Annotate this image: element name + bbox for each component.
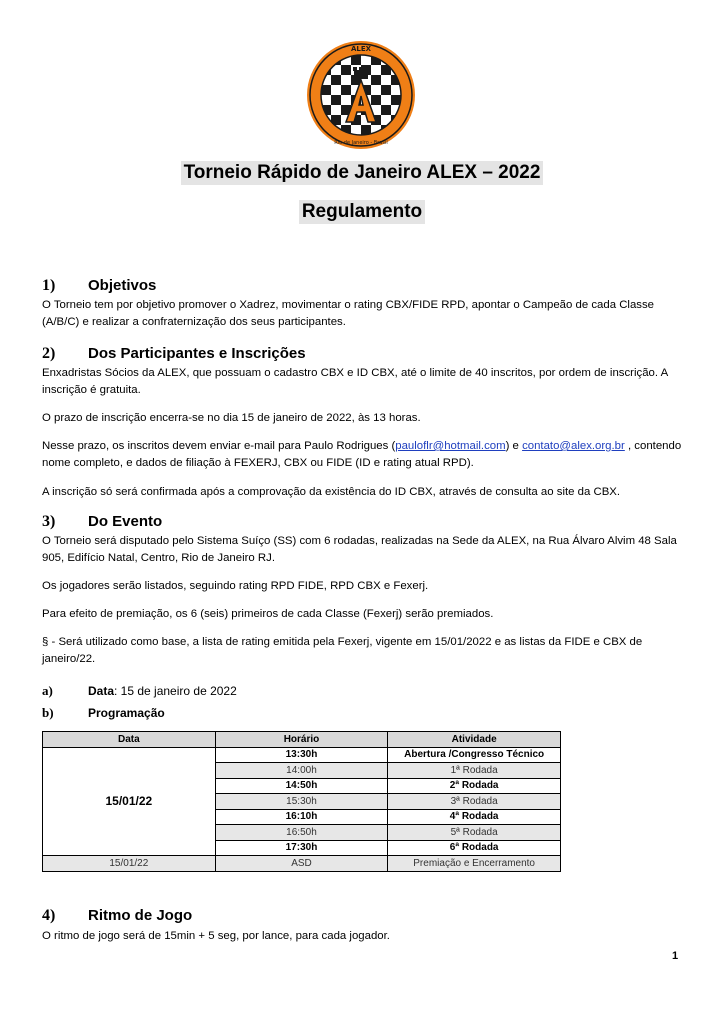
logo-bottom-text: Rio de Janeiro - Brasil <box>334 140 388 146</box>
logo-checker-square <box>341 95 351 105</box>
time-cell: 14:00h <box>215 763 388 779</box>
section-3-heading: 3) Do Evento <box>42 513 163 530</box>
table-row <box>43 747 561 763</box>
title-row <box>0 161 724 185</box>
section-2-paragraph-4: A inscrição só será confirmada após a comprovação da existência do ID CBX, através de consulta ao site da CBX. <box>42 486 621 498</box>
section-2-body-3 <box>42 438 692 472</box>
time-cell: 16:10h <box>215 809 388 825</box>
logo-checker-square <box>371 65 381 75</box>
logo-checker-square <box>371 75 381 85</box>
section-3-body-2 <box>42 578 692 595</box>
table-row <box>43 856 561 872</box>
activity-cell: Abertura /Congresso Técnico <box>388 747 561 763</box>
section-3-paragraph-3: Para efeito de premiação, os 6 (seis) primeiros de cada Classe (Fexerj) serão premiados. <box>42 608 494 620</box>
section-3-body-4 <box>42 634 692 668</box>
section-1-title: Objetivos <box>88 277 157 294</box>
date-cell: 15/01/22 <box>43 856 216 872</box>
date-cell: 15/01/22 <box>43 747 216 856</box>
activity-cell: 5ª Rodada <box>388 825 561 841</box>
section-2-body <box>42 365 692 399</box>
time-cell: 13:30h <box>215 747 388 763</box>
activity-cell: 6ª Rodada <box>388 840 561 856</box>
schedule-table <box>42 731 561 872</box>
table-header-row <box>43 732 561 748</box>
section-3-title: Do Evento <box>88 513 163 530</box>
section-2-body-2 <box>42 410 692 427</box>
col-header-activity: Atividade <box>388 732 561 748</box>
subsection-b: b) Programação <box>42 705 165 720</box>
subtitle-row <box>0 200 724 224</box>
activity-cell: 2ª Rodada <box>388 778 561 794</box>
page-number: 1 <box>672 950 679 962</box>
activity-cell: 3ª Rodada <box>388 794 561 810</box>
logo-checker-square <box>331 95 341 105</box>
time-cell: 16:50h <box>215 825 388 841</box>
section-2-heading: 2) Dos Participantes e Inscrições <box>42 345 306 362</box>
section-3-paragraph-2: Os jogadores serão listados, seguindo rating RPD FIDE, RPD CBX e Fexerj. <box>42 580 429 592</box>
logo-checker-square <box>381 75 391 85</box>
time-cell: 15:30h <box>215 794 388 810</box>
logo-checker-square <box>381 85 391 95</box>
logo-checker-square <box>341 85 351 95</box>
section-3-body <box>42 533 692 567</box>
page-title: Torneio Rápido de Janeiro ALEX – 2022 <box>181 161 544 185</box>
section-4-heading: 4) Ritmo de Jogo <box>42 907 193 924</box>
logo-checker-square <box>331 105 341 115</box>
col-header-date: Data <box>43 732 216 748</box>
subsection-b-label: Programação <box>88 706 165 720</box>
activity-cell: 1ª Rodada <box>388 763 561 779</box>
section-3-paragraph-4: § - Será utilizado como base, a lista de rating emitida pela Fexerj, vigente em 15/01/2022 e as listas da FIDE e CBX de janeiro/22. <box>42 636 643 665</box>
logo-checker-square <box>331 85 341 95</box>
col-header-time: Horário <box>215 732 388 748</box>
activity-cell: 4ª Rodada <box>388 809 561 825</box>
logo-checker-square <box>381 95 391 105</box>
section-2-paragraph-1: Enxadristas Sócios da ALEX, que possuam o cadastro CBX e ID CBX, até o limite de 40 inscritos, por ordem de inscrição. A inscrição é gratuita. <box>42 367 668 396</box>
section-1-heading: 1) Objetivos <box>42 277 157 294</box>
logo-checker-square <box>341 75 351 85</box>
time-cell: 17:30h <box>215 840 388 856</box>
logo-checker-square <box>371 95 381 105</box>
section-4-body <box>42 928 692 945</box>
logo-checker-square <box>371 85 381 95</box>
subsection-a-value: : 15 de janeiro de 2022 <box>114 684 237 698</box>
section-3-paragraph-1: O Torneio será disputado pelo Sistema Suíço (SS) com 6 rodadas, realizadas na Sede da ALEX, na Rua Álvaro Alvim 48 Sala 905, Edifício Natal, Centro, Rio de Janeiro RJ. <box>42 535 677 564</box>
time-cell: 14:50h <box>215 778 388 794</box>
subsection-a: a) Data: 15 de janeiro de 2022 <box>42 683 237 698</box>
section-2-paragraph-2: O prazo de inscrição encerra-se no dia 15 de janeiro de 2022, às 13 horas. <box>42 412 421 424</box>
email-link-contato[interactable]: contato@alex.org.br <box>522 440 625 452</box>
logo-checker-square <box>331 75 341 85</box>
logo-checker-square <box>381 105 391 115</box>
section-1-paragraph: O Torneio tem por objetivo promover o Xadrez, movimentar o rating CBX/FIDE RPD, apontar o Campeão de cada Classe (A/B/C) e realizar a confraternização dos seus participantes. <box>42 299 655 328</box>
time-cell: ASD <box>215 856 388 872</box>
section-4-title: Ritmo de Jogo <box>88 907 193 924</box>
logo-top-text: ALEX <box>350 45 372 53</box>
page-subtitle: Regulamento <box>299 200 425 224</box>
section-2-body-4 <box>42 484 692 501</box>
section-1-body <box>42 297 692 331</box>
section-2-title: Dos Participantes e Inscrições <box>88 345 306 362</box>
section-3-body-3 <box>42 606 692 623</box>
email-link-paulo[interactable]: pauloflr@hotmail.com <box>395 440 506 452</box>
section-4-paragraph: O ritmo de jogo será de 15min + 5 seg, por lance, para cada jogador. <box>42 930 390 942</box>
logo-checker-square <box>341 65 351 75</box>
alex-logo <box>306 40 416 150</box>
subsection-a-label: Data <box>88 684 115 698</box>
activity-cell: Premiação e Encerramento <box>388 856 561 872</box>
section-2-paragraph-3: Nesse prazo, os inscritos devem enviar e-mail para Paulo Rodrigues (pauloflr@hotmail.com) e contato@alex.org.br , contendo nome completo, e dados de filiação à FEXERJ, CBX ou FIDE (ID e rating atual RPD). <box>42 440 682 469</box>
